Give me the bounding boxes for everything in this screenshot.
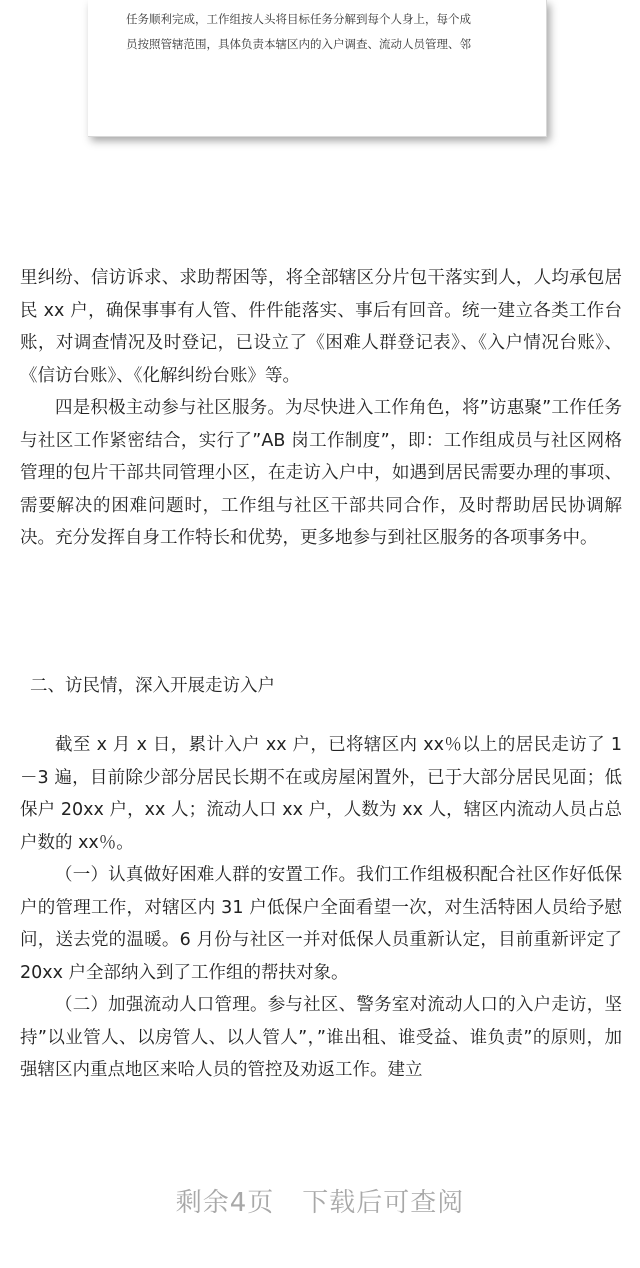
remaining-pages-label[interactable]: 剩余4页 [175,1188,275,1218]
download-to-view-label[interactable]: 下载后可查阅 [302,1188,465,1218]
document-page-preview [88,0,547,137]
preview-line-2: 员按照管辖范围，具体负责本辖区内的入户调查、流动人员管理、邻 [126,37,471,51]
paragraph-visit-stats: 截至 x 月 x 日，累计入户 xx 户，已将辖区内 xx％以上的居民走访了 1－3 遍，目前除少部分居民长期不在或房屋闲置外，已于大部分居民见面；低保户 20xx 户，xx 人；流动人口 xx 户，人数为 xx 人，辖区内流动人员占总户数的 xx％。 [20,735,622,853]
paragraph-community-service: 四是积极主动参与社区服务。为尽快进入工作角色，将”访惠聚”工作任务与社区工作紧密结合，实行了”AB 岗工作制度”，即：工作组成员与社区网格管理的包片干部共同管理小区，在走访入户中，如遇到居民需要办理的事项、需要解决的困难问题时，工作组与社区干部共同合作，及时帮助居民协调解决。充分发挥自身工作特长和优势，更多地参与到社区服务的各项事务中。 [20,398,622,548]
paragraph-ledger: 里纠纷、信访诉求、求助帮困等，将全部辖区分片包干落实到人，人均承包居民 xx 户，确保事事有人管、件件能落实、事后有回音。统一建立各类工作台账，对调查情况及时登记，已设立了《困难人群登记表》、《入户情况台账》、《信访台账》、《化解纠纷台账》等。 [20,268,622,386]
paragraph-hardship-support: （一）认真做好困难人群的安置工作。我们工作组极积配合社区作好低保户的管理工作，对辖区内 31 户低保户全面看望一次，对生活特困人员给予慰问，送去党的温暖。6 月份与社区一并对低保人员重新认定，目前重新评定了 20xx 户全部纳入到了工作组的帮扶对象。 [20,865,622,983]
document-body-section-1 [20,262,622,555]
section-heading-visits: 二、访民情，深入开展走访入户 [30,676,275,696]
download-more-banner[interactable] [0,1183,640,1223]
document-body-section-2 [20,729,622,1087]
paragraph-migrant-management: （二）加强流动人口管理。参与社区、警务室对流动人口的入户走访，坚持”以业管人、以房管人、以人管人”，”谁出租、谁受益、谁负责”的原则，加强辖区内重点地区来哈人员的管控及劝返工作。建立 [20,995,622,1080]
preview-line-1: 任务顺利完成，工作组按人头将目标任务分解到每个人身上，每个成 [126,12,471,26]
